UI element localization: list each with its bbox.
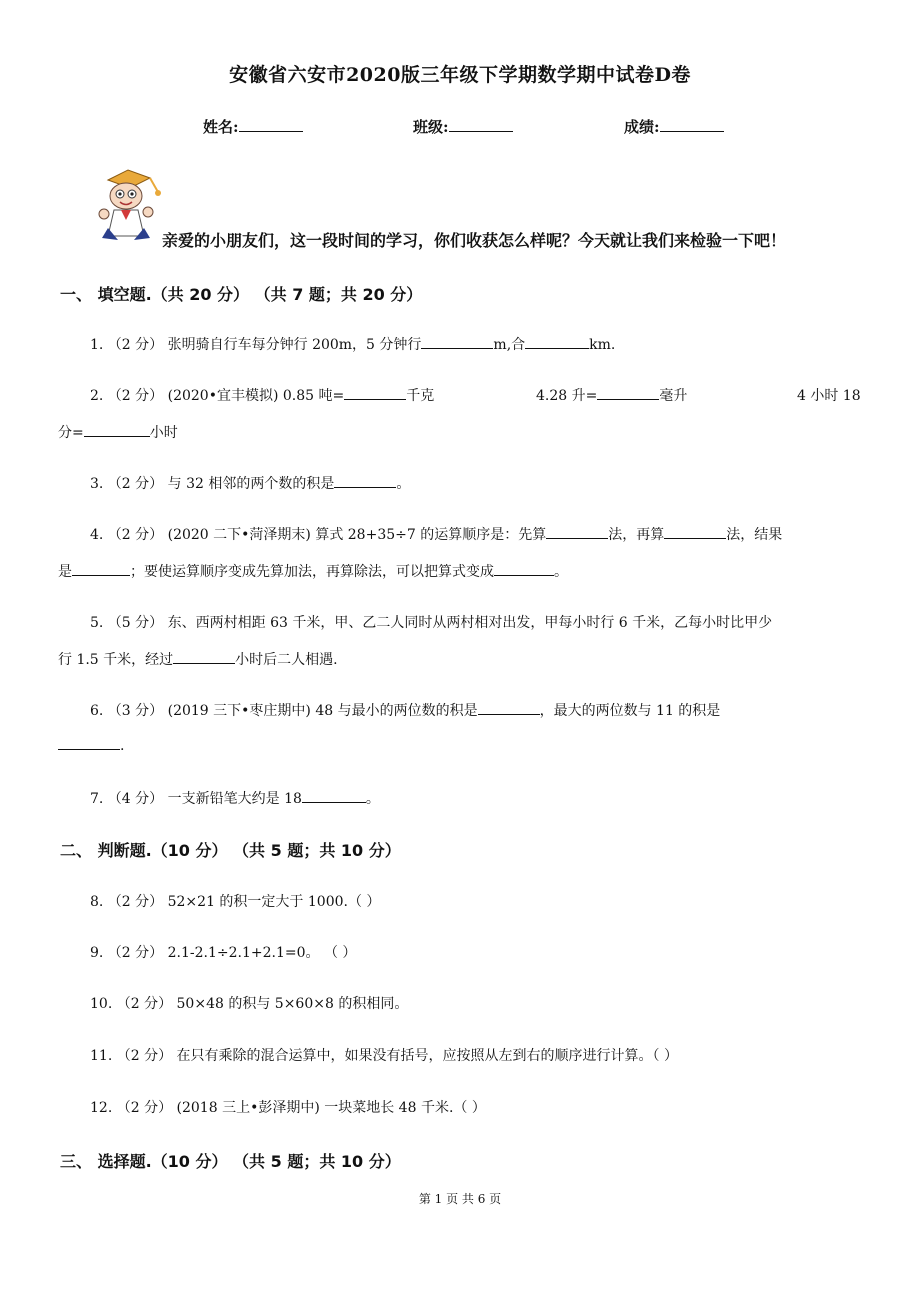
score-label: 成绩:: [624, 118, 660, 136]
class-blank[interactable]: [449, 117, 513, 132]
name-label: 姓名:: [203, 118, 239, 136]
answer-blank[interactable]: [58, 737, 120, 750]
question-12: 12. （2 分） (2018 三上•彭泽期中) 一块菜地长 48 千米.（ ）: [90, 1100, 486, 1116]
page-footer: 第 1 页 共 6 页: [418, 1192, 502, 1206]
answer-blank[interactable]: [344, 387, 406, 400]
answer-blank[interactable]: [478, 702, 540, 715]
section-3-heading: 三、 选择题.（10 分） （共 5 题；共 10 分）: [60, 1152, 401, 1171]
question-6: 6. （3 分） (2019 三下•枣庄期中) 48 与最小的两位数的积是 ，最大的两位数与 11 的积是: [90, 703, 721, 719]
cartoon-doctor-mascot-icon: [88, 166, 168, 246]
name-field: [203, 116, 303, 137]
question-5: 5. （5 分） 东、西两村相距 63 千米，甲、乙二人同时从两村相对出发，甲每小时行 6 千米，乙每小时比甲少: [90, 615, 773, 631]
score-blank[interactable]: [660, 117, 724, 132]
question-2-part-c: 4 小时 18: [797, 388, 861, 404]
question-7: 7. （4 分） 一支新铅笔大约是 18 。: [90, 791, 380, 807]
question-1: 1. （2 分） 张明骑自行车每分钟行 200m，5 分钟行 m,合 km.: [90, 337, 616, 353]
question-10: 10. （2 分） 50×48 的积与 5×60×8 的积相同。: [90, 996, 409, 1012]
answer-blank[interactable]: [494, 563, 554, 576]
answer-blank[interactable]: [72, 563, 130, 576]
question-9: 9. （2 分） 2.1-2.1÷2.1+2.1=0。 （ ）: [90, 945, 357, 961]
answer-blank[interactable]: [84, 424, 150, 437]
question-2: 2. （2 分） (2020•宜丰模拟) 0.85 吨= 千克: [90, 388, 435, 404]
answer-blank[interactable]: [664, 526, 726, 539]
question-5-cont: 行 1.5 千米，经过 小时后二人相遇.: [58, 652, 338, 668]
answer-blank[interactable]: [421, 336, 493, 349]
answer-blank[interactable]: [525, 336, 589, 349]
question-3: 3. （2 分） 与 32 相邻的两个数的积是 。: [90, 476, 411, 492]
greeting-text: 亲爱的小朋友们，这一段时间的学习，你们收获怎么样呢？今天就让我们来检验一下吧！: [162, 231, 787, 250]
name-blank[interactable]: [239, 117, 303, 132]
answer-blank[interactable]: [546, 526, 608, 539]
answer-blank[interactable]: [597, 387, 659, 400]
question-8: 8. （2 分） 52×21 的积一定大于 1000.（ ）: [90, 894, 381, 910]
question-11: 11. （2 分） 在只有乘除的混合运算中，如果没有括号，应按照从左到右的顺序进行计算。（ ）: [90, 1048, 678, 1064]
question-2-cont: 分= 小时: [58, 425, 178, 441]
score-field: [624, 116, 724, 137]
page-title: 安徽省六安市2020版三年级下学期数学期中试卷D卷: [229, 64, 691, 86]
class-field: [413, 116, 513, 137]
section-1-heading: 一、 填空题.（共 20 分） （共 7 题；共 20 分）: [60, 285, 423, 304]
section-2-heading: 二、 判断题.（10 分） （共 5 题；共 10 分）: [60, 841, 401, 860]
answer-blank[interactable]: [173, 651, 235, 664]
question-4: 4. （2 分） (2020 二下•菏泽期末) 算式 28+35÷7 的运算顺序是：先算 法，再算 法，结果: [90, 527, 783, 543]
question-4-cont: 是 ；要使运算顺序变成先算加法，再算除法，可以把算式变成 。: [58, 564, 568, 580]
answer-blank[interactable]: [302, 790, 366, 803]
class-label: 班级:: [413, 118, 449, 136]
answer-blank[interactable]: [334, 475, 396, 488]
question-6-cont: .: [58, 737, 124, 754]
question-2-part-b: 4.28 升= 毫升: [536, 388, 688, 404]
